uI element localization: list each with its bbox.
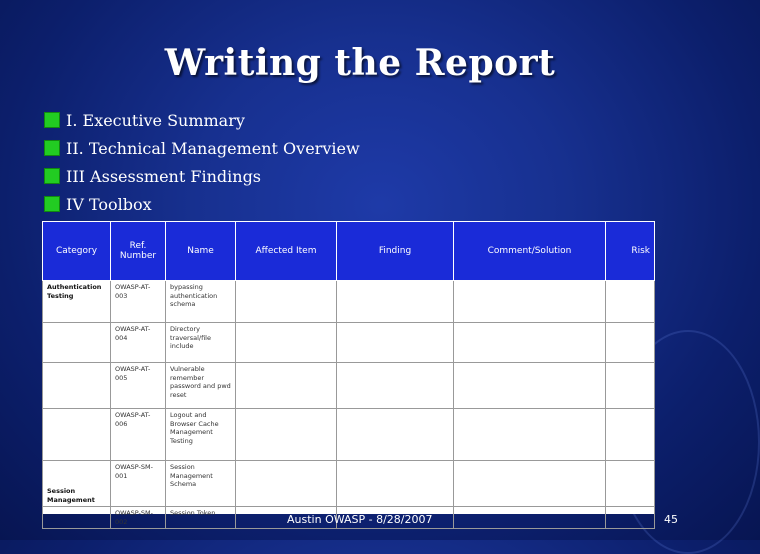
cell-category bbox=[43, 507, 111, 529]
slide-title: Writing the Report bbox=[164, 42, 556, 84]
header-category: Category bbox=[43, 222, 111, 281]
cell-name: Session Management Schema bbox=[166, 461, 236, 507]
cell-comment bbox=[454, 323, 606, 363]
cell-comment bbox=[454, 461, 606, 507]
cell-risk bbox=[606, 409, 655, 461]
cell-risk bbox=[606, 363, 655, 409]
cell-name: Vulnerable remember password and pwd reset bbox=[166, 363, 236, 409]
bullet-square-icon bbox=[44, 140, 60, 156]
bullet-square-icon bbox=[44, 168, 60, 184]
cell-category bbox=[43, 323, 111, 363]
bullet-item bbox=[44, 106, 360, 134]
cell-risk bbox=[606, 507, 655, 529]
cell-ref: OWASP-AT-005 bbox=[111, 363, 166, 409]
cell-risk bbox=[606, 281, 655, 323]
table-row bbox=[43, 363, 655, 409]
page-number: 45 bbox=[664, 513, 678, 526]
cell-ref: OWASP-SM-002 bbox=[111, 507, 166, 529]
cell-finding bbox=[337, 409, 454, 461]
footer-text: Austin OWASP - 8/28/2007 bbox=[287, 513, 433, 526]
cell-affected-item bbox=[236, 323, 337, 363]
bullet-text: II. Technical Management Overview bbox=[66, 138, 360, 158]
table-header-row bbox=[43, 222, 655, 281]
cell-comment bbox=[454, 507, 606, 529]
bullet-text: I. Executive Summary bbox=[66, 110, 245, 130]
cell-name: Logout and Browser Cache Management Testing bbox=[166, 409, 236, 461]
header-finding: Finding bbox=[337, 222, 454, 281]
cell-affected-item bbox=[236, 461, 337, 507]
header-ref-number: Ref. Number bbox=[111, 222, 166, 281]
bullet-item bbox=[44, 190, 360, 218]
bullet-square-icon bbox=[44, 196, 60, 212]
cell-name: Session Token bbox=[166, 507, 236, 529]
cell-risk bbox=[606, 461, 655, 507]
cell-comment bbox=[454, 409, 606, 461]
cell-risk bbox=[606, 323, 655, 363]
cell-finding bbox=[337, 363, 454, 409]
cell-name: bypassing authentication schema bbox=[166, 281, 236, 323]
cell-category: Authentication Testing bbox=[43, 281, 111, 323]
cell-finding bbox=[337, 323, 454, 363]
findings-table bbox=[42, 221, 655, 529]
cell-affected-item bbox=[236, 363, 337, 409]
cell-finding bbox=[337, 281, 454, 323]
cell-ref: OWASP-AT-004 bbox=[111, 323, 166, 363]
header-comment-solution: Comment/Solution bbox=[454, 222, 606, 281]
cell-comment bbox=[454, 363, 606, 409]
bullet-square-icon bbox=[44, 112, 60, 128]
cell-ref: OWASP-AT-006 bbox=[111, 409, 166, 461]
header-name: Name bbox=[166, 222, 236, 281]
cell-category bbox=[43, 363, 111, 409]
cell-finding bbox=[337, 461, 454, 507]
bullet-item bbox=[44, 134, 360, 162]
cell-comment bbox=[454, 281, 606, 323]
table-row bbox=[43, 461, 655, 507]
cell-ref: OWASP-SM-001 bbox=[111, 461, 166, 507]
cell-affected-item bbox=[236, 409, 337, 461]
header-risk: Risk bbox=[606, 222, 655, 281]
bullet-text: III Assessment Findings bbox=[66, 166, 262, 186]
cell-affected-item bbox=[236, 281, 337, 323]
header-affected-item: Affected Item bbox=[236, 222, 337, 281]
cell-category: Session Management bbox=[43, 461, 111, 507]
bullet-text: IV Toolbox bbox=[66, 194, 152, 214]
bullet-item bbox=[44, 162, 360, 190]
table-row bbox=[43, 409, 655, 461]
cell-name: Directory traversal/file include bbox=[166, 323, 236, 363]
cell-category bbox=[43, 409, 111, 461]
table-row bbox=[43, 323, 655, 363]
bullet-list bbox=[44, 106, 360, 218]
table-row bbox=[43, 281, 655, 323]
cell-ref: OWASP-AT-003 bbox=[111, 281, 166, 323]
